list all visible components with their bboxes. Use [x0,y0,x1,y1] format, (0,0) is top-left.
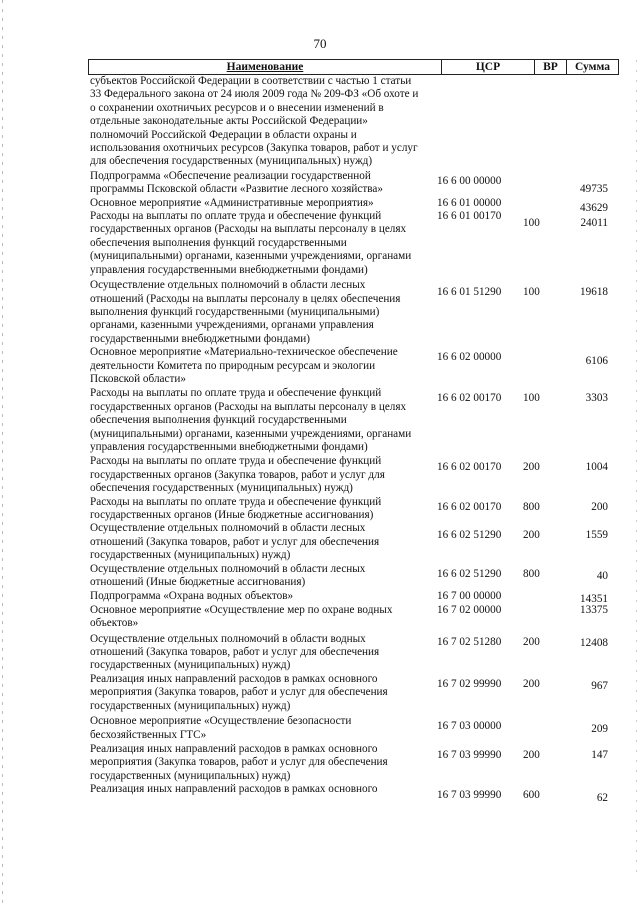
row-name: Расходы на выплаты по оплате труда и обеспечение функций государственных органов (Расходы на выплаты персоналу в целях обеспечения выполнения функций государственными (муниципальными) органами, казенными учреждениями, органами управления государственными внебюджетными фондами) [90,387,412,453]
table-row [90,604,620,631]
table-row [90,170,620,197]
row-sum: 13375 [580,603,608,616]
row-sum: 19618 [580,286,608,299]
row-csr: 16 7 00 00000 [437,590,502,603]
page-number: 70 [313,36,327,51]
row-csr: 16 6 02 00000 [437,351,502,364]
row-sum: 49735 [580,183,608,196]
row-name: Осуществление отдельных полномочий в области водных отношений (Закупка товаров, работ и услуг для обеспечения государственных (муниципальных) нужд) [90,632,380,672]
row-name: Основное мероприятие «Административные мероприятия» [90,196,374,209]
row-name: Осуществление отдельных полномочий в области лесных отношений (Иные бюджетные ассигнования) [90,562,366,589]
row-vr: 800 [523,567,540,580]
row-sum: 1559 [585,529,608,542]
row-vr: 100 [523,217,540,230]
row-csr: 16 6 02 00170 [437,500,502,513]
row-name: Реализация иных направлений расходов в рамках основного мероприятия (Закупка товаров, работ и услуг для обеспечения государственных (муниципальных) нужд) [90,742,388,782]
budget-table [90,75,620,805]
row-csr: 16 6 02 51290 [437,567,502,580]
row-vr: 100 [523,392,540,405]
row-csr: 16 7 03 00000 [437,720,502,733]
row-sum: 3303 [585,392,608,405]
table-row [90,387,620,454]
scan-edge-left [2,0,3,905]
table-header [88,59,619,75]
row-name: Подпрограмма «Охрана водных объектов» [90,590,294,603]
row-sum: 209 [591,723,608,736]
row-sum: 43629 [580,201,608,214]
row-sum: 40 [596,569,608,582]
row-vr: 200 [523,461,540,474]
header-name: Наименование [89,60,442,74]
row-name: Осуществление отдельных полномочий в области лесных отношений (Закупка товаров, работ и услуг для обеспечения государственных (муниципальных) нужд) [90,522,380,562]
row-name: Основное мероприятие «Осуществление мер по охране водных объектов» [90,603,393,630]
row-name: Основное мероприятие «Осуществление безопасности бесхозяйственных ГТС» [90,715,352,741]
table-row [90,75,620,169]
table-row [90,210,620,277]
row-name: Осуществление отдельных полномочий в области лесных отношений (Расходы на выплаты персоналу в целях обеспечения выполнения функций государственными (муниципальными) органами, казенными учреждениями, органами управления государственными внебюджетными фондами) [90,279,401,345]
row-csr: 16 6 00 00000 [437,174,502,187]
header-csr: ЦСР [442,60,535,74]
row-sum: 24011 [580,217,608,230]
header-sum: Сумма [575,61,610,73]
table-row [90,633,620,673]
table-row [90,783,620,805]
row-sum: 147 [591,748,608,761]
row-csr: 16 6 01 00000 [437,196,502,209]
table-row [90,673,620,713]
row-vr: 600 [523,789,540,802]
row-sum: 62 [596,792,608,805]
row-name: Расходы на выплаты по оплате труда и обеспечение функций государственных органов (Закупка товаров, работ и услуг для обеспечения государственных (муниципальных) нужд) [90,455,385,495]
row-sum: 6106 [585,355,608,368]
row-sum: 967 [591,679,608,692]
row-name: Расходы на выплаты по оплате труда и обеспечение функций государственных органов (Расходы на выплаты персоналу в целях обеспечения выполнения функций государственными (муниципальными) органами, казенными учреждениями, органами управления государственными внебюджетными фондами) [90,210,412,276]
row-name: Подпрограмма «Обеспечение реализации государственной программы Псковской области «Развитие лесного хозяйства» [90,169,383,196]
table-row [90,522,620,562]
table-row [90,196,620,214]
table-row [90,590,620,606]
row-sum: 12408 [580,636,608,649]
row-vr: 100 [523,286,540,299]
row-csr: 16 6 02 51290 [437,529,502,542]
row-vr: 200 [523,748,540,761]
row-vr: 200 [523,529,540,542]
row-vr: 200 [523,677,540,690]
table-row [90,455,620,495]
row-sum: 1004 [585,461,608,474]
row-sum: 14351 [580,593,608,606]
table-row [90,563,620,590]
table-row [90,279,620,346]
row-vr: 200 [523,635,540,648]
table-row [90,496,620,523]
table-row [90,346,620,386]
row-csr: 16 7 02 51280 [437,635,502,648]
row-name: субъектов Российской Федерации в соответствии с частью 1 статьи 33 Федерального закона от 24 июля 2009 года № 209-ФЗ «Об охоте и о сохранении охотничьих ресурсов и о внесении изменений в отдельные законодательные акты Российской Федерации» полномочий Российской Федерации в области охраны и использования охотничьих ресурсов (Закупка товаров, работ и услуг для обеспечения государственных (муниципальных) нужд) [90,75,419,168]
row-csr: 16 7 02 99990 [437,677,502,690]
row-name: Основное мероприятие «Материально-техническое обеспечение деятельности Комитета по природным ресурсам и экологии Псковской области» [90,346,398,385]
row-csr: 16 7 02 00000 [437,603,502,616]
table-row [90,743,620,783]
header-vr: ВР [535,60,567,74]
row-name: Реализация иных направлений расходов в рамках основного мероприятия (Закупка товаров, работ и услуг для обеспечения государственных (муниципальных) нужд) [90,672,388,712]
scan-edge-right [636,60,637,880]
row-vr: 800 [523,500,540,513]
row-name: Расходы на выплаты по оплате труда и обеспечение функций государственных органов (Иные бюджетные ассигнования) [90,495,382,521]
row-csr: 16 7 03 99990 [437,748,502,761]
row-csr: 16 6 02 00170 [437,392,502,405]
row-csr: 16 6 01 51290 [437,286,502,299]
row-csr: 16 6 02 00170 [437,461,502,474]
table-row [90,715,620,742]
row-name: Реализация иных направлений расходов в рамках основного [90,783,378,796]
row-csr: 16 7 03 99990 [437,789,502,802]
row-csr: 16 6 01 00170 [437,210,502,223]
row-sum: 200 [591,500,608,513]
